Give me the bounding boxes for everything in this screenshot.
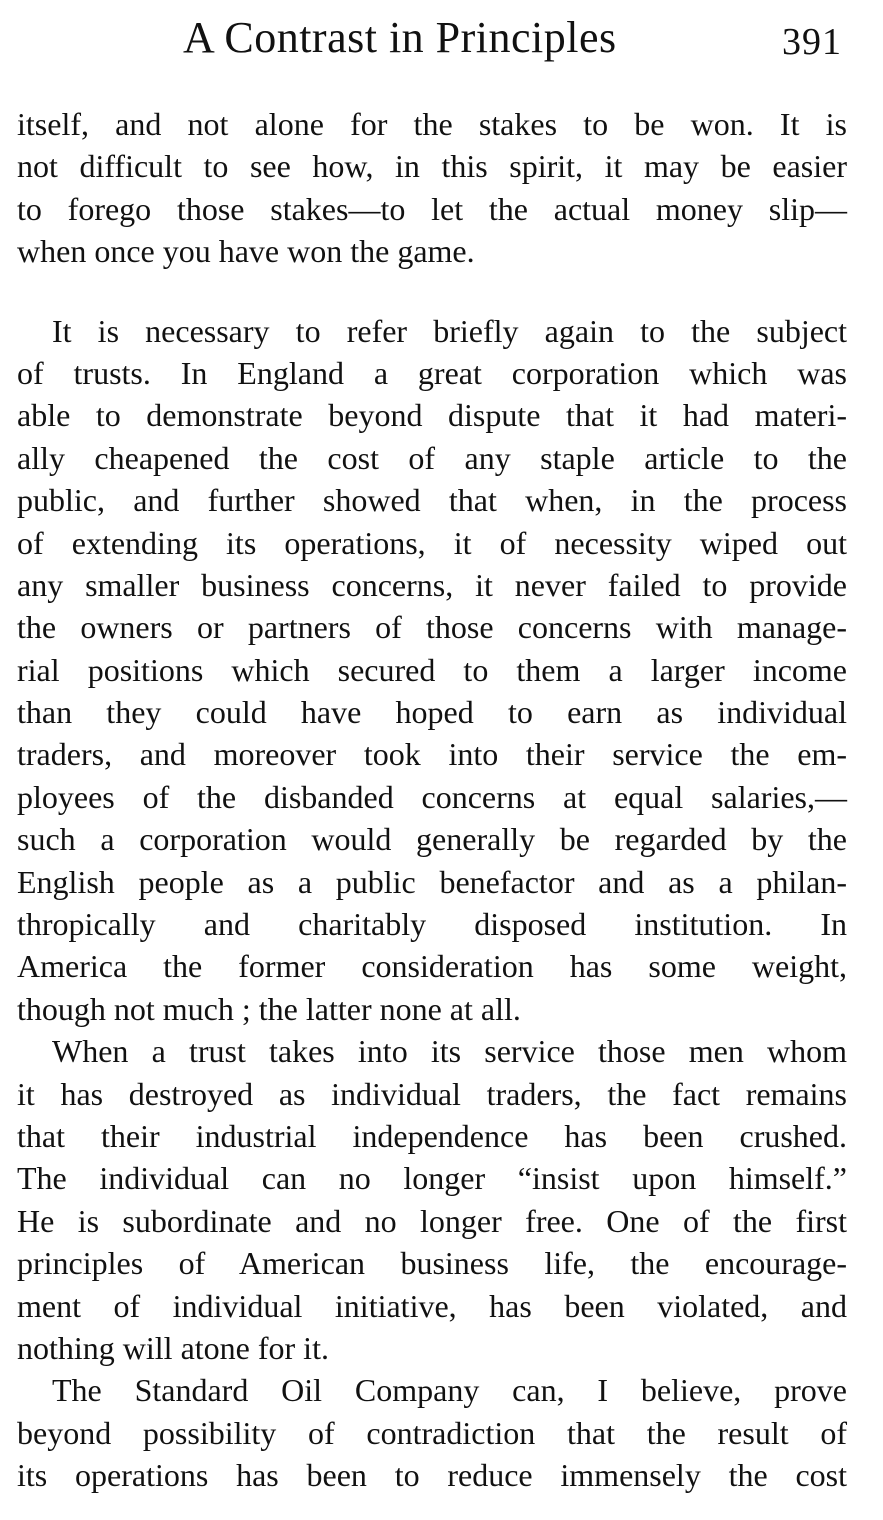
- running-title: A Contrast in Principles: [183, 13, 617, 62]
- text-line: such a corporation would generally be regarded by the: [17, 821, 847, 858]
- text-line: When a trust takes into its service those men whom: [52, 1033, 847, 1070]
- text-line: though not much ; the latter none at all.: [17, 990, 521, 1027]
- paragraph: [17, 103, 847, 273]
- text-line: English people as a public benefactor and as a philan-: [17, 863, 847, 900]
- paragraph: [17, 310, 847, 1031]
- text-line: its operations has been to reduce immensely the cost: [17, 1457, 847, 1494]
- text-line: not difficult to see how, in this spirit, it may be easier: [17, 148, 847, 185]
- text-line: It is necessary to refer briefly again to the subject: [52, 312, 847, 349]
- page-number: 391: [782, 21, 842, 63]
- text-line: America the former consideration has some weight,: [17, 948, 847, 985]
- text-line: He is subordinate and no longer free. One of the first: [17, 1202, 847, 1239]
- text-line: of trusts. In England a great corporation which was: [17, 354, 847, 391]
- text-line: rial positions which secured to them a larger income: [17, 651, 847, 688]
- text-line: ally cheapened the cost of any staple article to the: [17, 439, 847, 476]
- paragraph: [17, 1369, 847, 1496]
- text-line: thropically and charitably disposed institution. In: [17, 906, 847, 943]
- text-line: when once you have won the game.: [17, 233, 475, 270]
- text-line: any smaller business concerns, it never failed to provide: [17, 566, 847, 603]
- text-line: ment of individual initiative, has been violated, and: [17, 1287, 847, 1324]
- text-line: The Standard Oil Company can, I believe, prove: [52, 1372, 847, 1409]
- text-line: public, and further showed that when, in the process: [17, 482, 847, 519]
- text-line: ployees of the disbanded concerns at equal salaries,—: [17, 778, 847, 815]
- text-line: itself, and not alone for the stakes to be won. It is: [17, 106, 847, 142]
- text-line: it has destroyed as individual traders, the fact remains: [17, 1075, 847, 1112]
- text-line: The individual can no longer “insist upon himself.”: [17, 1160, 847, 1197]
- text-line: beyond possibility of contradiction that the result of: [17, 1414, 847, 1451]
- running-head: [0, 10, 883, 66]
- text-line: of extending its operations, it of necessity wiped out: [17, 524, 847, 561]
- paragraph: [17, 1030, 847, 1369]
- text-line: nothing will atone for it.: [17, 1329, 329, 1366]
- body-text: [17, 103, 847, 1497]
- text-line: traders, and moreover took into their service the em-: [17, 736, 847, 773]
- text-line: principles of American business life, the encourage-: [17, 1245, 847, 1282]
- text-line: the owners or partners of those concerns with manage-: [17, 609, 847, 646]
- text-line: that their industrial independence has been crushed.: [17, 1117, 847, 1154]
- paragraph-gap: [17, 273, 847, 310]
- text-line: able to demonstrate beyond dispute that it had materi-: [17, 397, 847, 434]
- text-line: to forego those stakes—to let the actual money slip—: [17, 190, 847, 227]
- text-line: than they could have hoped to earn as individual: [17, 694, 847, 731]
